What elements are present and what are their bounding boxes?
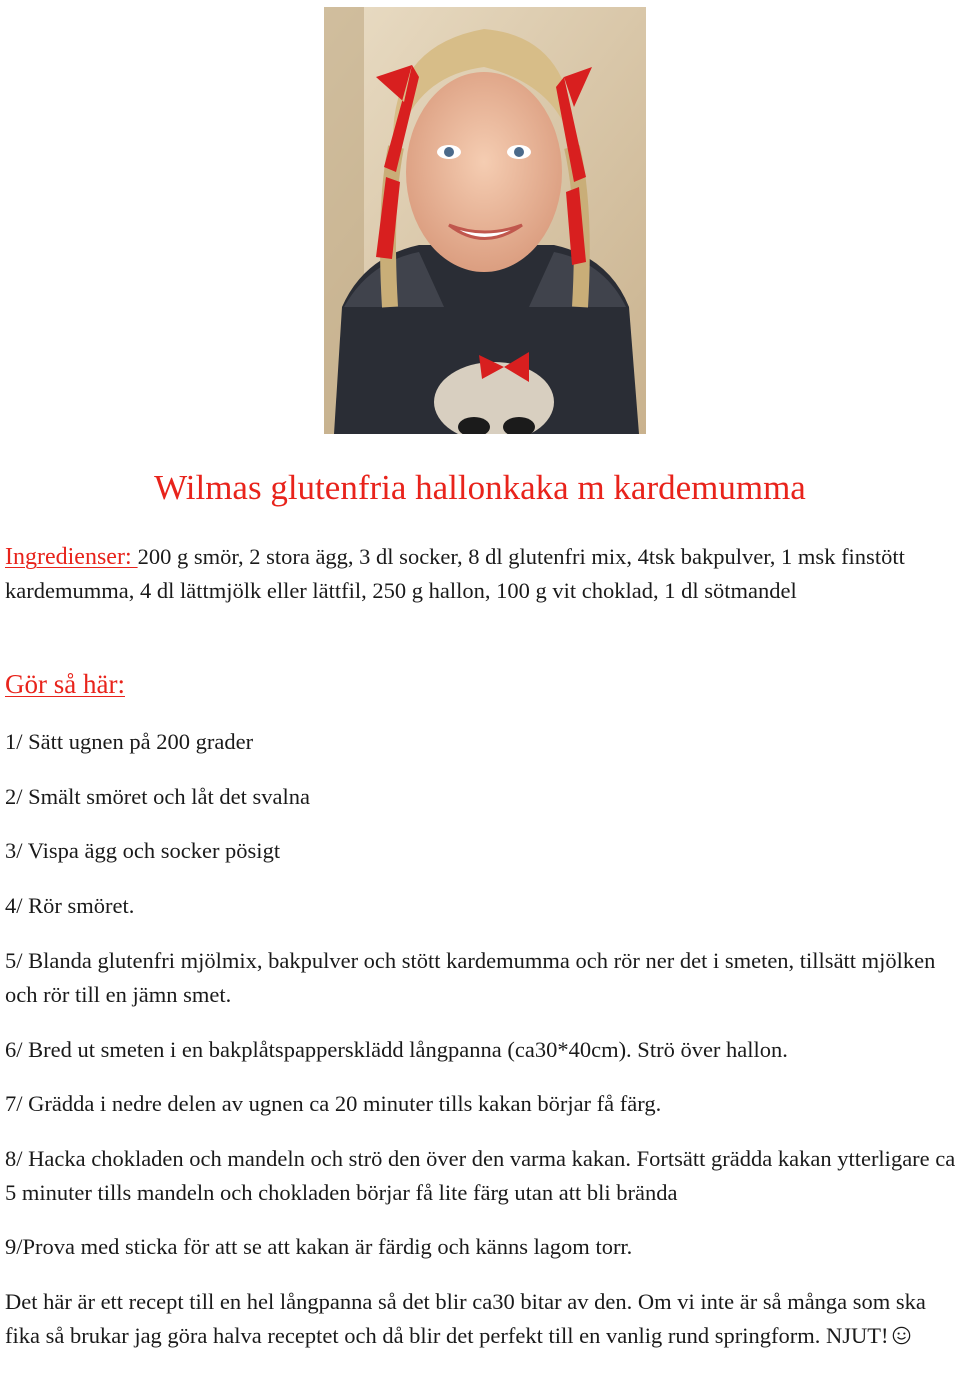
closing-paragraph xyxy=(5,1285,960,1353)
step-4: 4/ Rör smöret. xyxy=(5,893,135,918)
ingredients-text: 200 g smör, 2 stora ägg, 3 dl socker, 8 dl glutenfri mix, 4tsk bakpulver, 1 msk finstött kardemumma, 4 dl lättmjölk eller lättfil, 250 g hallon, 100 g vit choklad, 1 dl sötmandel xyxy=(5,544,905,603)
step-1: 1/ Sätt ugnen på 200 grader xyxy=(5,729,254,754)
step-5: 5/ Blanda glutenfri mjölmix, bakpulver och stött kardemumma och rör ner det i smeten, tillsätt mjölken och rör till en jämn smet. xyxy=(5,948,936,1007)
step-2: 2/ Smält smöret och låt det svalna xyxy=(5,784,310,809)
step-6: 6/ Bred ut smeten i en bakplåtspappersklädd långpanna (ca30*40cm). Strö över hallon. xyxy=(5,1037,788,1062)
smiley-icon xyxy=(892,1326,911,1345)
step-3: 3/ Vispa ägg och socker pösigt xyxy=(5,838,281,863)
method-heading: Gör så här: xyxy=(5,669,125,699)
step-7: 7/ Grädda i nedre delen av ugnen ca 20 minuter tills kakan börjar få färg. xyxy=(5,1091,662,1116)
ingredients-paragraph xyxy=(5,540,960,608)
recipe-title: Wilmas glutenfria hallonkaka m kardemumma xyxy=(154,468,806,507)
ingredients-label: Ingredienser: xyxy=(5,544,138,570)
recipe-photo xyxy=(324,7,646,434)
step-8: 8/ Hacka chokladen och mandeln och strö den över den varma kakan. Fortsätt grädda kakan ytterligare ca 5 minuter tills mandeln och chokladen börjar få lite färg utan att bli brända xyxy=(5,1146,956,1205)
step-9: 9/Prova med sticka för att se att kakan är färdig och känns lagom torr. xyxy=(5,1234,633,1259)
closing-text: Det här är ett recept till en hel långpanna så det blir ca30 bitar av den. Om vi inte är så många som ska fika så brukar jag göra halva receptet och då blir det perfekt till en vanlig rund springform. NJUT! xyxy=(5,1289,926,1348)
